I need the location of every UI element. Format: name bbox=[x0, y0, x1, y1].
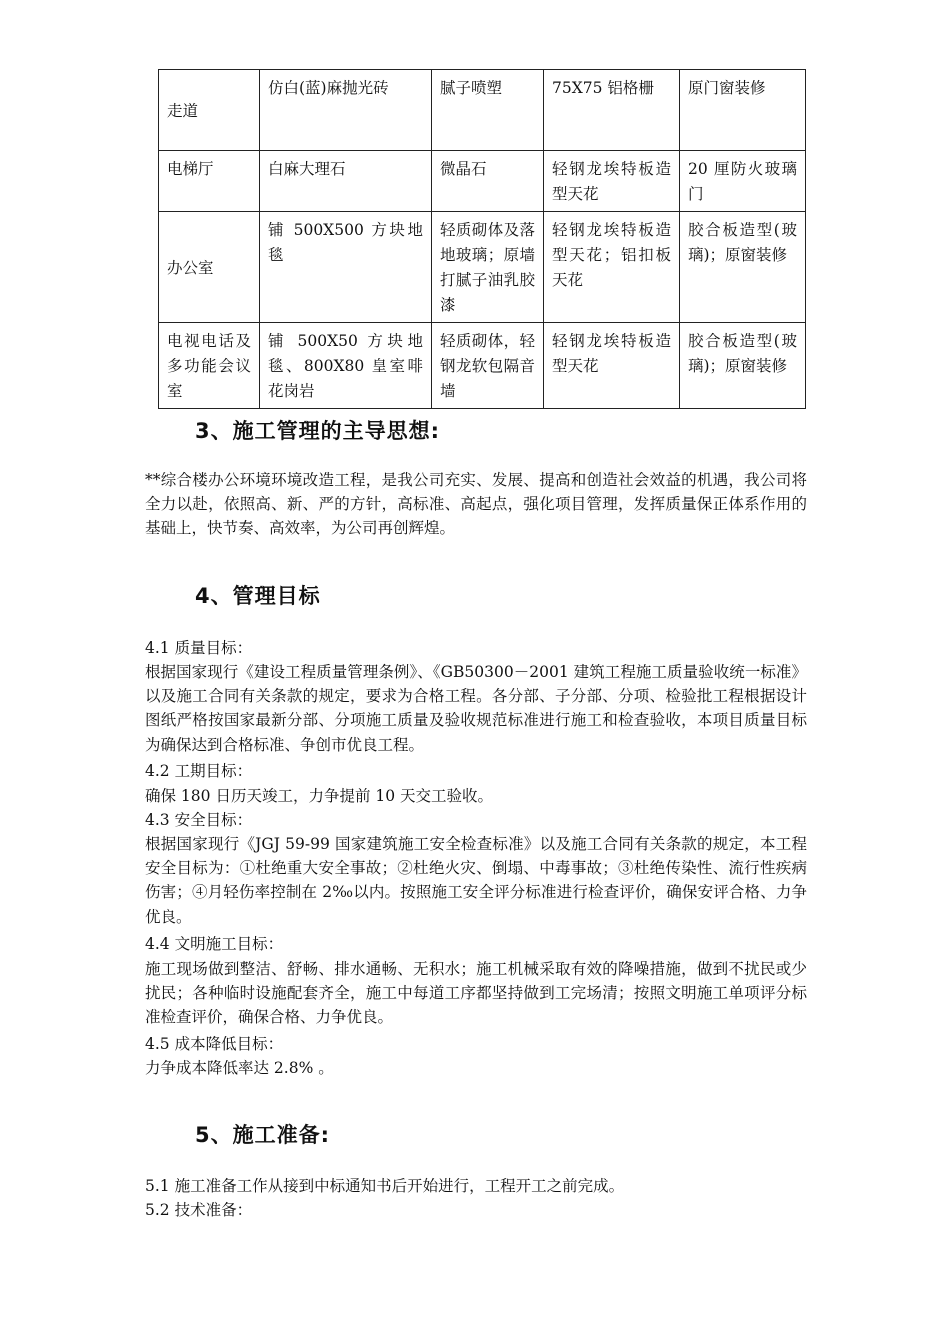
table-cell-ceiling: 75X75 铝格栅 bbox=[544, 70, 680, 151]
section-3-heading: 3、施工管理的主导思想: bbox=[195, 419, 441, 443]
quality-goal-heading: 4.1 质量目标： bbox=[145, 639, 253, 657]
civil-construction-goal-text: 施工现场做到整洁、舒畅、排水通畅、无积水；施工机械采取有效的降噪措施，做到不扰民或少扰民；各种临时设施配套齐全，施工中每道工序都坚持做到工完场清；按照文明施工单项评分标准检查评价，确保合格、力争优良。 bbox=[145, 960, 807, 1027]
schedule-goal-text: 确保 180 日历天竣工，力争提前 10 天交工验收。 bbox=[145, 787, 494, 805]
table-cell-area: 办公室 bbox=[159, 212, 260, 323]
schedule-goal-heading: 4.2 工期目标： bbox=[145, 762, 253, 780]
table-cell-floor: 白麻大理石 bbox=[260, 151, 432, 212]
table-cell-door-window: 原门窗装修 bbox=[680, 70, 806, 151]
table-cell-wall: 腻子喷塑 bbox=[432, 70, 544, 151]
table-cell-floor: 仿白(蓝)麻抛光砖 bbox=[260, 70, 432, 151]
table-cell-door-window: 20 厘防火玻璃门 bbox=[680, 151, 806, 212]
prep-item-5-1: 5.1 施工准备工作从接到中标通知书后开始进行，工程开工之前完成。 bbox=[145, 1177, 625, 1195]
table-cell-wall: 微晶石 bbox=[432, 151, 544, 212]
prep-item-5-2: 5.2 技术准备： bbox=[145, 1201, 253, 1219]
cost-goal-text: 力争成本降低率达 2.8% 。 bbox=[145, 1059, 334, 1077]
table-row bbox=[159, 212, 806, 323]
decoration-spec-table bbox=[158, 69, 806, 409]
table-cell-area: 走道 bbox=[159, 70, 260, 151]
table-cell-ceiling: 轻钢龙埃特板造型天花 bbox=[544, 323, 680, 409]
table-cell-ceiling: 轻钢龙埃特板造型天花 bbox=[544, 151, 680, 212]
table-cell-floor: 铺 500X500 方块地毯 bbox=[260, 212, 432, 323]
cost-goal-heading: 4.5 成本降低目标： bbox=[145, 1035, 284, 1053]
table-cell-area: 电梯厅 bbox=[159, 151, 260, 212]
table-cell-ceiling: 轻钢龙埃特板造型天花；铝扣板天花 bbox=[544, 212, 680, 323]
quality-goal-text: 根据国家现行《建设工程质量管理条例》、《GB50300－2001 建筑工程施工质量验收统一标准》以及施工合同有关条款的规定，要求为合格工程。各分部、子分部、分项、检验批工程根据设计图纸严格按国家最新分部、分项施工质量及验收规范标准进行施工和检查验收，本项目质量目标为确保达到合格标准、争创市优良工程。 bbox=[145, 663, 807, 754]
section-4-heading: 4、管理目标 bbox=[195, 584, 321, 608]
table-row bbox=[159, 70, 806, 151]
safety-goal-heading: 4.3 安全目标： bbox=[145, 811, 253, 829]
table-cell-area: 电视电话及多功能会议室 bbox=[159, 323, 260, 409]
table-cell-door-window: 胶合板造型(玻璃)；原窗装修 bbox=[680, 323, 806, 409]
safety-goal-text: 根据国家现行《JGJ 59-99 国家建筑施工安全检查标准》以及施工合同有关条款的规定，本工程安全目标为：①杜绝重大安全事故；②杜绝火灾、倒塌、中毒事故；③杜绝传染性、流行性疾病伤害；④月轻伤率控制在 2‰以内。按照施工安全评分标准进行检查评价，确保安评合格、力争优良。 bbox=[145, 835, 807, 926]
table-cell-wall: 轻质砌体，轻钢龙软包隔音墙 bbox=[432, 323, 544, 409]
section-3-body: **综合楼办公环境环境改造工程，是我公司充实、发展、提高和创造社会效益的机遇，我公司将全力以赴，依照高、新、严的方针，高标准、高起点，强化项目管理，发挥质量保正体系作用的基础上，快节奏、高效率，为公司再创辉煌。 bbox=[145, 471, 807, 538]
table-cell-door-window: 胶合板造型(玻璃)；原窗装修 bbox=[680, 212, 806, 323]
civil-construction-goal-heading: 4.4 文明施工目标： bbox=[145, 935, 284, 953]
table-cell-wall: 轻质砌体及落地玻璃；原墙打腻子油乳胶漆 bbox=[432, 212, 544, 323]
section-5-heading: 5、施工准备: bbox=[195, 1123, 331, 1147]
table-row bbox=[159, 323, 806, 409]
table-row bbox=[159, 151, 806, 212]
table-cell-floor: 铺 500X50 方块地毯、800X80 皇室啡花岗岩 bbox=[260, 323, 432, 409]
